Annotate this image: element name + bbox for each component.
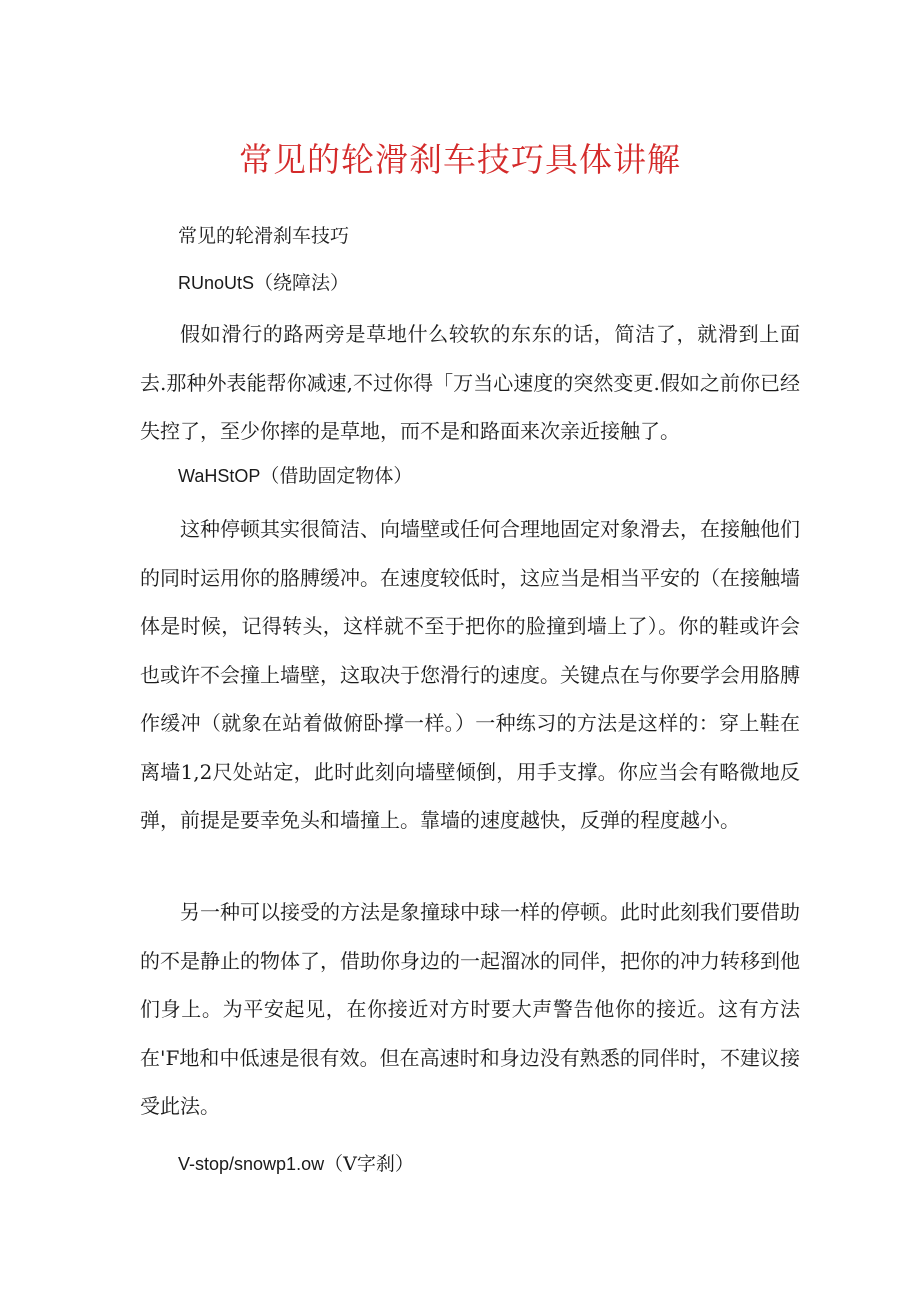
section-heading-vstop [178,1150,414,1178]
paragraph-text: 另一种可以接受的方法是象撞球中球一样的停顿。此时此刻我们要借助的不是静止的物体了，借助你身边的一起溜冰的同伴，把你的冲力转移到他们身上。为平安起见，在你接近对方时要大声警告他你的接近。这有方法在'F地和中低速是很有效。但在高速时和身边没有熟悉的同伴时，不建议接受此法。 [140,900,800,1118]
paragraph-runouts [140,310,800,456]
section-heading-latin: WaHStOP [178,466,261,486]
document-title: 常见的轮滑刹车技巧具体讲解 [239,140,681,179]
paragraph-text: 这种停顿其实很简洁、向墙壁或任何合理地固定对象滑去，在接触他们的同时运用你的胳膊缓冲。在速度较低时，这应当是相当平安的（在接触墙体是时候，记得转头，这样就不至于把你的脸撞到墙上了）。你的鞋或许会也或许不会撞上墙壁，这取决于您滑行的速度。关键点在与你要学会用胳膊作缓冲（就象在站着做俯卧撑一样。）一种练习的方法是这样的：穿上鞋在离墙1,2尺处站定，此时此刻向墙壁倾倒，用手支撑。你应当会有略微地反弹，前提是要幸免头和墙撞上。靠墙的速度越快，反弹的程度越小。 [140,517,800,832]
subtitle: 常见的轮滑刹车技巧 [178,225,350,247]
section-heading-cn: （借助固定物体） [260,465,413,487]
paragraph-wallstop-1 [140,505,800,845]
section-heading-cn: （绕障法） [254,272,350,294]
section-heading-latin: RUnoUtS [178,273,255,293]
section-heading-wallstop [178,462,412,490]
paragraph-text: 假如滑行的路两旁是草地什么较软的东东的话，简洁了，就滑到上面去.那种外表能帮你减速,不过你得「万当心速度的突然变更.假如之前你已经失控了，至少你摔的是草地，而不是和路面来次亲近接触了。 [140,322,800,443]
section-heading-runouts [178,269,349,297]
section-heading-latin: V-stop/snowp1.ow [178,1154,325,1174]
paragraph-wallstop-2 [140,888,800,1131]
section-heading-cn: （V字刹） [324,1153,414,1175]
